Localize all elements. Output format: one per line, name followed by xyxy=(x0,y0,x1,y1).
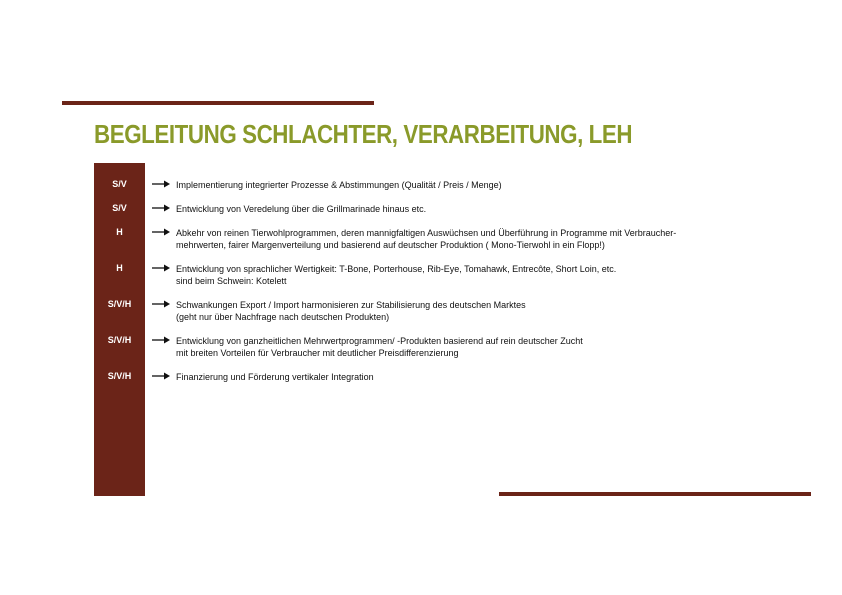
category-tag: H xyxy=(116,227,123,237)
arrow-right-icon xyxy=(152,371,170,381)
item-text-line: (geht nur über Nachfrage nach deutschen Produkten) xyxy=(176,312,390,322)
item-text-line: Abkehr von reinen Tierwohlprogrammen, deren mannigfaltigen Auswüchsen und Überführung in Programme mit Verbraucher- xyxy=(176,228,677,238)
item-text-line: Implementierung integrierter Prozesse & Abstimmungen (Qualität / Preis / Menge) xyxy=(176,180,502,190)
item-text-line: mit breiten Vorteilen für Verbraucher mit deutlicher Preisdifferenzierung xyxy=(176,348,459,358)
arrow-right-icon xyxy=(152,227,170,237)
arrow-right-icon xyxy=(152,299,170,309)
arrow-right-icon xyxy=(152,203,170,213)
title-rest: SCHLACHTER, VERARBEITUNG, LEH xyxy=(242,119,633,149)
arrow-right-icon xyxy=(152,263,170,273)
list-item xyxy=(0,217,842,250)
category-tag: S/V/H xyxy=(107,335,132,345)
item-text xyxy=(176,263,616,287)
list-item xyxy=(0,253,842,286)
item-text xyxy=(176,179,502,191)
arrow-right-icon xyxy=(152,335,170,345)
category-tag: S/V/H xyxy=(107,299,132,309)
arrow-right-icon xyxy=(152,179,170,189)
item-text xyxy=(176,227,676,251)
list-item xyxy=(0,289,842,322)
item-text-line: Entwicklung von sprachlicher Wertigkeit: T-Bone, Porterhouse, Rib-Eye, Tomahawk, Entrecôte, Short Loin, etc. xyxy=(176,264,617,274)
title-strong: BEGLEITUNG xyxy=(94,119,237,149)
item-text xyxy=(176,203,426,215)
item-text-line: mehrwerten, fairer Margenverteilung und basierend auf deutscher Produktion ( Mono-Tierwohl in ein Flopp!) xyxy=(176,240,605,250)
item-text-line: Entwicklung von Veredelung über die Grillmarinade hinaus etc. xyxy=(176,204,427,214)
category-tag: S/V/H xyxy=(107,371,132,381)
top-rule xyxy=(62,101,374,105)
list-item xyxy=(0,325,842,358)
list-item xyxy=(0,361,842,391)
item-text-line: sind beim Schwein: Kotelett xyxy=(176,276,287,286)
category-tag: S/V xyxy=(112,203,127,213)
bottom-rule xyxy=(499,492,811,496)
item-text-line: Finanzierung und Förderung vertikaler Integration xyxy=(176,372,374,382)
category-tag: S/V xyxy=(112,179,127,189)
item-text-line: Schwankungen Export / Import harmonisieren zur Stabilisierung des deutschen Marktes xyxy=(176,300,526,310)
item-text xyxy=(176,335,583,359)
category-tag: H xyxy=(116,263,123,273)
page-title xyxy=(94,118,632,150)
item-text xyxy=(176,371,374,383)
item-text-line: Entwicklung von ganzheitlichen Mehrwertprogrammen/ -Produkten basierend auf rein deutscher Zucht xyxy=(176,336,583,346)
item-text xyxy=(176,299,526,323)
